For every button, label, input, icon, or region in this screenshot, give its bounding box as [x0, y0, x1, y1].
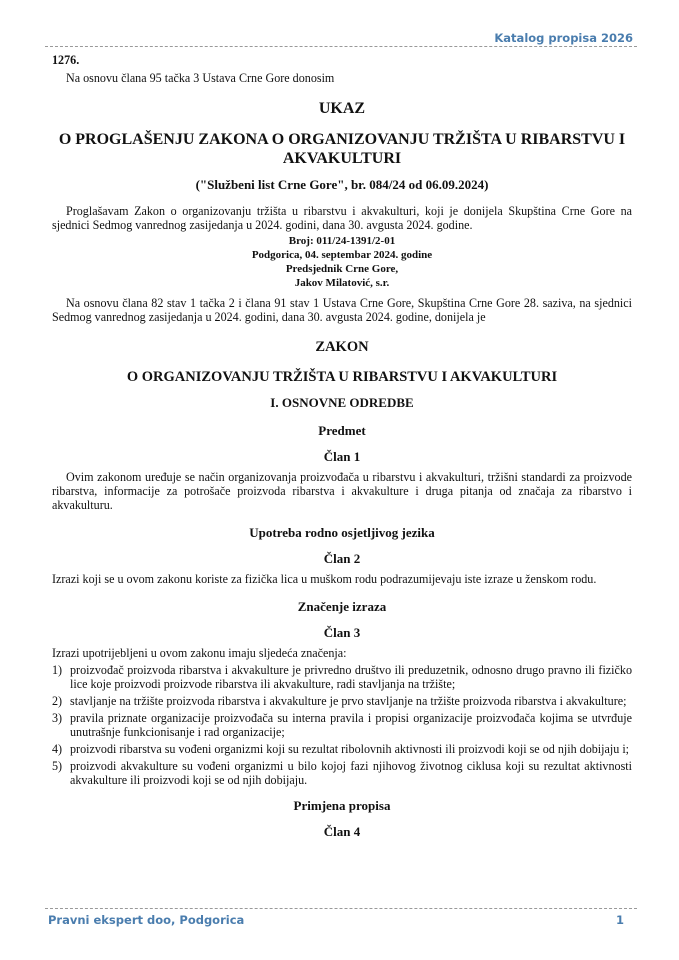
chapter-heading: I. OSNOVNE ODREDBE	[270, 395, 414, 410]
section-heading-rodno: Upotreba rodno osjetljivog jezika	[249, 525, 435, 540]
act-number: 1276.	[52, 53, 80, 67]
document-body	[52, 53, 632, 839]
gazette-reference: ("Službeni list Crne Gore", br. 084/24 od 06.09.2024)	[195, 177, 489, 192]
legal-basis-text: Na osnovu člana 82 stav 1 tačka 2 i člana 91 stav 1 Ustava Crne Gore, Skupština Crne Gore 28. saziva, na sjednici Sedmog vanrednog zasijedanja u 2024. godini, dana 30. avgusta 2024. godine, donijela je	[52, 296, 632, 324]
place-date-line: Podgorica, 04. septembar 2024. godine	[251, 249, 433, 261]
section-heading-primjena: Primjena propisa	[293, 798, 391, 813]
page-header	[45, 30, 637, 47]
zakon-subtitle: O ORGANIZOVANJU TRŽIŠTA U RIBARSTVU I AKVAKULTURI	[126, 369, 558, 385]
section-heading-znacenje: Značenje izraza	[297, 599, 387, 614]
ukaz-subtitle: O PROGLAŠENJU ZAKONA O ORGANIZOVANJU TRŽIŠTA U RIBARSTVU I AKVAKULTURI	[58, 131, 626, 167]
article-3-intro: Izrazi upotrijebljeni u ovom zakonu imaju sljedeća značenja:	[52, 646, 347, 660]
intro-text: Na osnovu člana 95 tačka 3 Ustava Crne Gore donosim	[66, 71, 335, 85]
list-item: 4) proizvodi ribarstva su vođeni organizmi koji su rezultat ribolovnih aktivnosti ili proizvodi koji se od njih dobijaju i;	[52, 742, 630, 756]
footer-publisher: Pravni ekspert doo, Podgorica	[48, 913, 245, 927]
article-2-text: Izrazi koji se u ovom zakonu koriste za fizička lica u muškom rodu podrazumijevaju iste izraze u ženskom rodu.	[52, 572, 597, 586]
footer-divider	[45, 908, 637, 910]
article-3-list	[52, 663, 632, 787]
list-item: 2) stavljanje na tržište proizvoda ribarstva i akvakulture je prvo stavljanje na tržište proizvoda ribarstva i akvakulture;	[52, 694, 627, 708]
signer-name: Jakov Milatović, s.r.	[294, 277, 390, 289]
list-item: 3) pravila priznate organizacije proizvođača su interna pravila i propisi organizacije proizvođača kojima se utvrđuje unutrašnje funkcionisanje i rad organizacije;	[52, 711, 632, 739]
proclamation-text: Proglašavam Zakon o organizovanju tržišta u ribarstvu i akvakulturi, koji je donijela Skupština Crne Gore na sjednici Sedmog vanrednog zasijedanja u 2024. godini, dana 30. avgusta 2024. godine.	[52, 204, 632, 232]
article-1-heading: Član 1	[323, 449, 361, 464]
list-item: 5) proizvodi akvakulture su vođeni organizmi u bilo kojoj fazi njihovog životnog ciklusa koji su rezultat aktivnosti akvakulture ili proizvodi koji se od njih dobijaju.	[52, 759, 632, 787]
article-1-text: Ovim zakonom uređuje se način organizovanja proizvođača u ribarstvu i akvakulturi, tržišni standardi za proizvode ribarstva, informacije za potrošače proizvoda ribarstva i akvakulture i druga pitanja od značaja za ribarstvo i akvakulturu.	[52, 470, 632, 512]
list-item: 1) proizvođač proizvoda ribarstva i akvakulture je privredno društvo ili preduzetnik, odnosno drugo pravno ili fizičko lice koje proizvodi proizvode ribarstva ili akvakulture, radi stavljanja na tržište;	[52, 663, 632, 691]
header-title: Katalog propisa 2026	[494, 31, 633, 45]
article-3-heading: Član 3	[323, 625, 361, 640]
ukaz-title: UKAZ	[318, 100, 366, 117]
article-4-heading: Član 4	[323, 824, 361, 839]
broj-line: Broj: 011/24-1391/2-01	[288, 235, 396, 247]
signer-title: Predsjednik Crne Gore,	[285, 263, 399, 275]
zakon-title: ZAKON	[315, 339, 369, 355]
section-heading-predmet: Predmet	[318, 423, 366, 438]
page-number: 1	[616, 913, 625, 927]
article-2-heading: Član 2	[323, 551, 361, 566]
